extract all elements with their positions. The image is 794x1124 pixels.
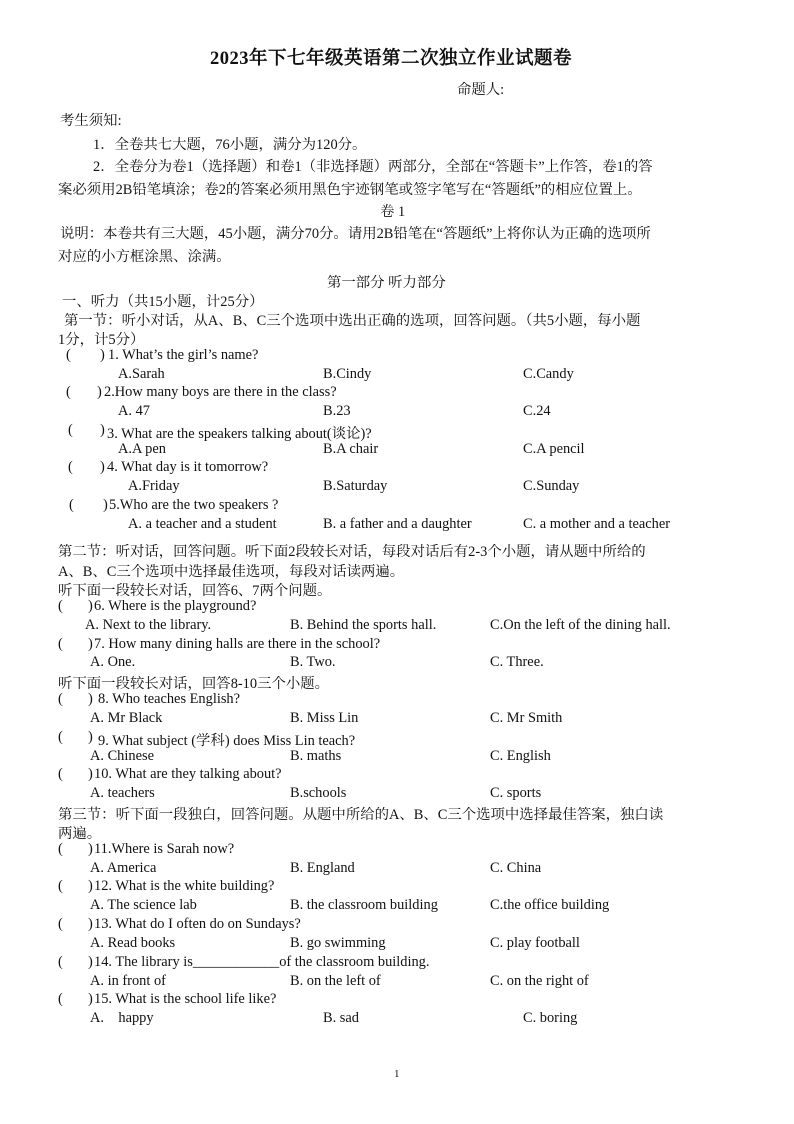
answer-bracket[interactable]: ( — [66, 347, 71, 363]
option-a: A.A pen — [118, 441, 166, 457]
option-c: C. on the right of — [490, 973, 589, 989]
option-a: A. happy — [90, 1010, 154, 1026]
option-b: B. Two. — [290, 654, 336, 670]
option-c: C.On the left of the dining hall. — [490, 617, 671, 633]
option-a: A. Next to the library. — [85, 617, 212, 633]
answer-bracket[interactable]: ( — [58, 841, 63, 857]
option-c: C.Candy — [523, 366, 574, 382]
answer-bracket[interactable]: ( — [58, 916, 63, 932]
option-b: B. England — [290, 860, 355, 876]
question-text: 2.How many boys are there in the class? — [104, 384, 337, 400]
dialog2-note: 听下面一段较长对话，回答8-10三个小题。 — [58, 676, 330, 692]
dialog1-note: 听下面一段较长对话，回答6、7两个问题。 — [58, 583, 332, 599]
option-a: A. a teacher and a student — [128, 516, 277, 532]
option-b: B.23 — [323, 403, 351, 419]
answer-bracket-close: ) — [97, 384, 102, 400]
option-a: A. in front of — [90, 973, 166, 989]
question-text: 4. What day is it tomorrow? — [107, 459, 269, 475]
answer-bracket-close: ) — [88, 691, 93, 707]
option-a: A.Sarah — [118, 366, 165, 382]
option-c: C. Three. — [490, 654, 544, 670]
answer-bracket[interactable]: ( — [58, 598, 63, 614]
option-c: C. Mr Smith — [490, 710, 563, 726]
answer-bracket[interactable]: ( — [58, 954, 63, 970]
option-b: B. Miss Lin — [290, 710, 359, 726]
question-text: 14. The library is____________of the classroom building. — [94, 954, 430, 970]
section-heading: 一、听力（共15小题，计25分） — [62, 294, 264, 310]
question-text: 8. Who teaches English? — [98, 691, 241, 707]
option-c: C.the office building — [490, 897, 610, 913]
option-c: C. play football — [490, 935, 580, 951]
volume-desc-cont: 对应的小方框涂黑、涂满。 — [58, 249, 231, 265]
answer-bracket[interactable]: ( — [66, 384, 71, 400]
option-b: B. go swimming — [290, 935, 386, 951]
option-b: B.Saturday — [323, 478, 388, 494]
option-a: A. One. — [90, 654, 136, 670]
section2-instruction-cont: A、B、C三个选项中选择最佳选项，每段对话读两遍。 — [58, 564, 405, 580]
answer-bracket-close: ) — [88, 636, 93, 652]
answer-bracket-close: ) — [100, 459, 105, 475]
section1-instruction-cont: 1分，计5分） — [58, 332, 145, 348]
option-b: B. Behind the sports hall. — [290, 617, 437, 633]
option-a: A. Chinese — [90, 748, 154, 764]
answer-bracket-close: ) — [88, 766, 93, 782]
question-text: 6. Where is the playground? — [94, 598, 257, 614]
answer-bracket[interactable]: ( — [58, 766, 63, 782]
option-c: C. a mother and a teacher — [523, 516, 671, 532]
answer-bracket-close: ) — [103, 497, 108, 513]
option-b: B. a father and a daughter — [323, 516, 472, 532]
option-a: A. Read books — [90, 935, 176, 951]
option-b: B.schools — [290, 785, 347, 801]
notice-heading: 考生须知: — [60, 113, 122, 129]
answer-bracket-close: ) — [88, 598, 93, 614]
section2-instruction: 第二节：听对话，回答问题。听下面2段较长对话，每段对话后有2-3个小题，请从题中所给的 — [58, 544, 646, 560]
question-text: 12. What is the white building? — [94, 878, 275, 894]
section3-instruction: 第三节：听下面一段独白，回答问题。从题中所给的A、B、C三个选项中选择最佳答案，独白读 — [58, 807, 664, 823]
option-a: A. 47 — [118, 403, 150, 419]
volume-desc: 说明：本卷共有三大题，45小题，满分70分。请用2B铅笔在“答题纸”上将你认为正确的选项所 — [60, 226, 651, 242]
question-text: 9. What subject (学科) does Miss Lin teach? — [98, 733, 356, 749]
option-b: B. maths — [290, 748, 342, 764]
question-text: 13. What do I often do on Sundays? — [94, 916, 301, 932]
option-a: A. teachers — [90, 785, 155, 801]
answer-bracket-close: ) — [88, 729, 93, 745]
section1-instruction: 第一节：听小对话，从A、B、C三个选项中选出正确的选项，回答问题。（共5小题，每小题 — [64, 313, 641, 329]
option-a: A. The science lab — [90, 897, 197, 913]
answer-bracket-close: ) — [88, 841, 93, 857]
option-c: C.24 — [523, 403, 551, 419]
answer-bracket-close: ) — [88, 916, 93, 932]
option-b: B. on the left of — [290, 973, 381, 989]
section3-instruction-cont: 两遍。 — [58, 826, 102, 842]
option-b: B. sad — [323, 1010, 359, 1026]
option-b: B.Cindy — [323, 366, 372, 382]
question-text: 1. What’s the girl’s name? — [108, 347, 259, 363]
question-text: 5.Who are the two speakers ? — [109, 497, 279, 513]
answer-bracket-close: ) — [88, 878, 93, 894]
notice-item-2: 2．全卷分为卷1（选择题）和卷1（非选择题）两部分，全部在“答题卡”上作答，卷1的答 — [93, 159, 653, 175]
question-text: 11.Where is Sarah now? — [94, 841, 235, 857]
answer-bracket[interactable]: ( — [58, 636, 63, 652]
answer-bracket-close: ) — [88, 954, 93, 970]
question-text: 15. What is the school life like? — [94, 991, 277, 1007]
question-text: 7. How many dining halls are there in the school? — [94, 636, 381, 652]
answer-bracket[interactable]: ( — [58, 691, 63, 707]
question-text: 10. What are they talking about? — [94, 766, 282, 782]
option-c: C. English — [490, 748, 551, 764]
option-c: C. boring — [523, 1010, 578, 1026]
option-a: A. Mr Black — [90, 710, 163, 726]
option-c: C. China — [490, 860, 542, 876]
option-c: C. sports — [490, 785, 542, 801]
option-c: C.A pencil — [523, 441, 585, 457]
answer-bracket-close: ) — [100, 347, 105, 363]
answer-bracket[interactable]: ( — [69, 497, 74, 513]
answer-bracket-close: ) — [88, 991, 93, 1007]
answer-bracket[interactable]: ( — [58, 991, 63, 1007]
answer-bracket[interactable]: ( — [58, 729, 63, 745]
option-a: A.Friday — [128, 478, 180, 494]
option-b: B. the classroom building — [290, 897, 438, 913]
notice-item-2-cont: 案必须用2B铅笔填涂；卷2的答案必须用黑色宇迹钢笔或签字笔写在“答题纸”的相应位置上。 — [58, 182, 642, 198]
page-title: 2023年下七年级英语第二次独立作业试题卷 — [210, 49, 573, 69]
setter-label: 命题人: — [457, 82, 505, 98]
question-text: 3. What are the speakers talking about(谈论)? — [107, 426, 372, 442]
volume-title: 卷 1 — [380, 204, 406, 220]
option-c: C.Sunday — [523, 478, 580, 494]
page-number: 1 — [394, 1068, 400, 1080]
part-title: 第一部分 听力部分 — [327, 275, 446, 291]
answer-bracket-close: ) — [100, 422, 105, 438]
answer-bracket[interactable]: ( — [68, 459, 73, 475]
answer-bracket[interactable]: ( — [68, 422, 73, 438]
answer-bracket[interactable]: ( — [58, 878, 63, 894]
option-b: B.A chair — [323, 441, 379, 457]
notice-item-1: 1．全卷共七大题，76小题，满分为120分。 — [93, 137, 367, 153]
option-a: A. America — [90, 860, 157, 876]
